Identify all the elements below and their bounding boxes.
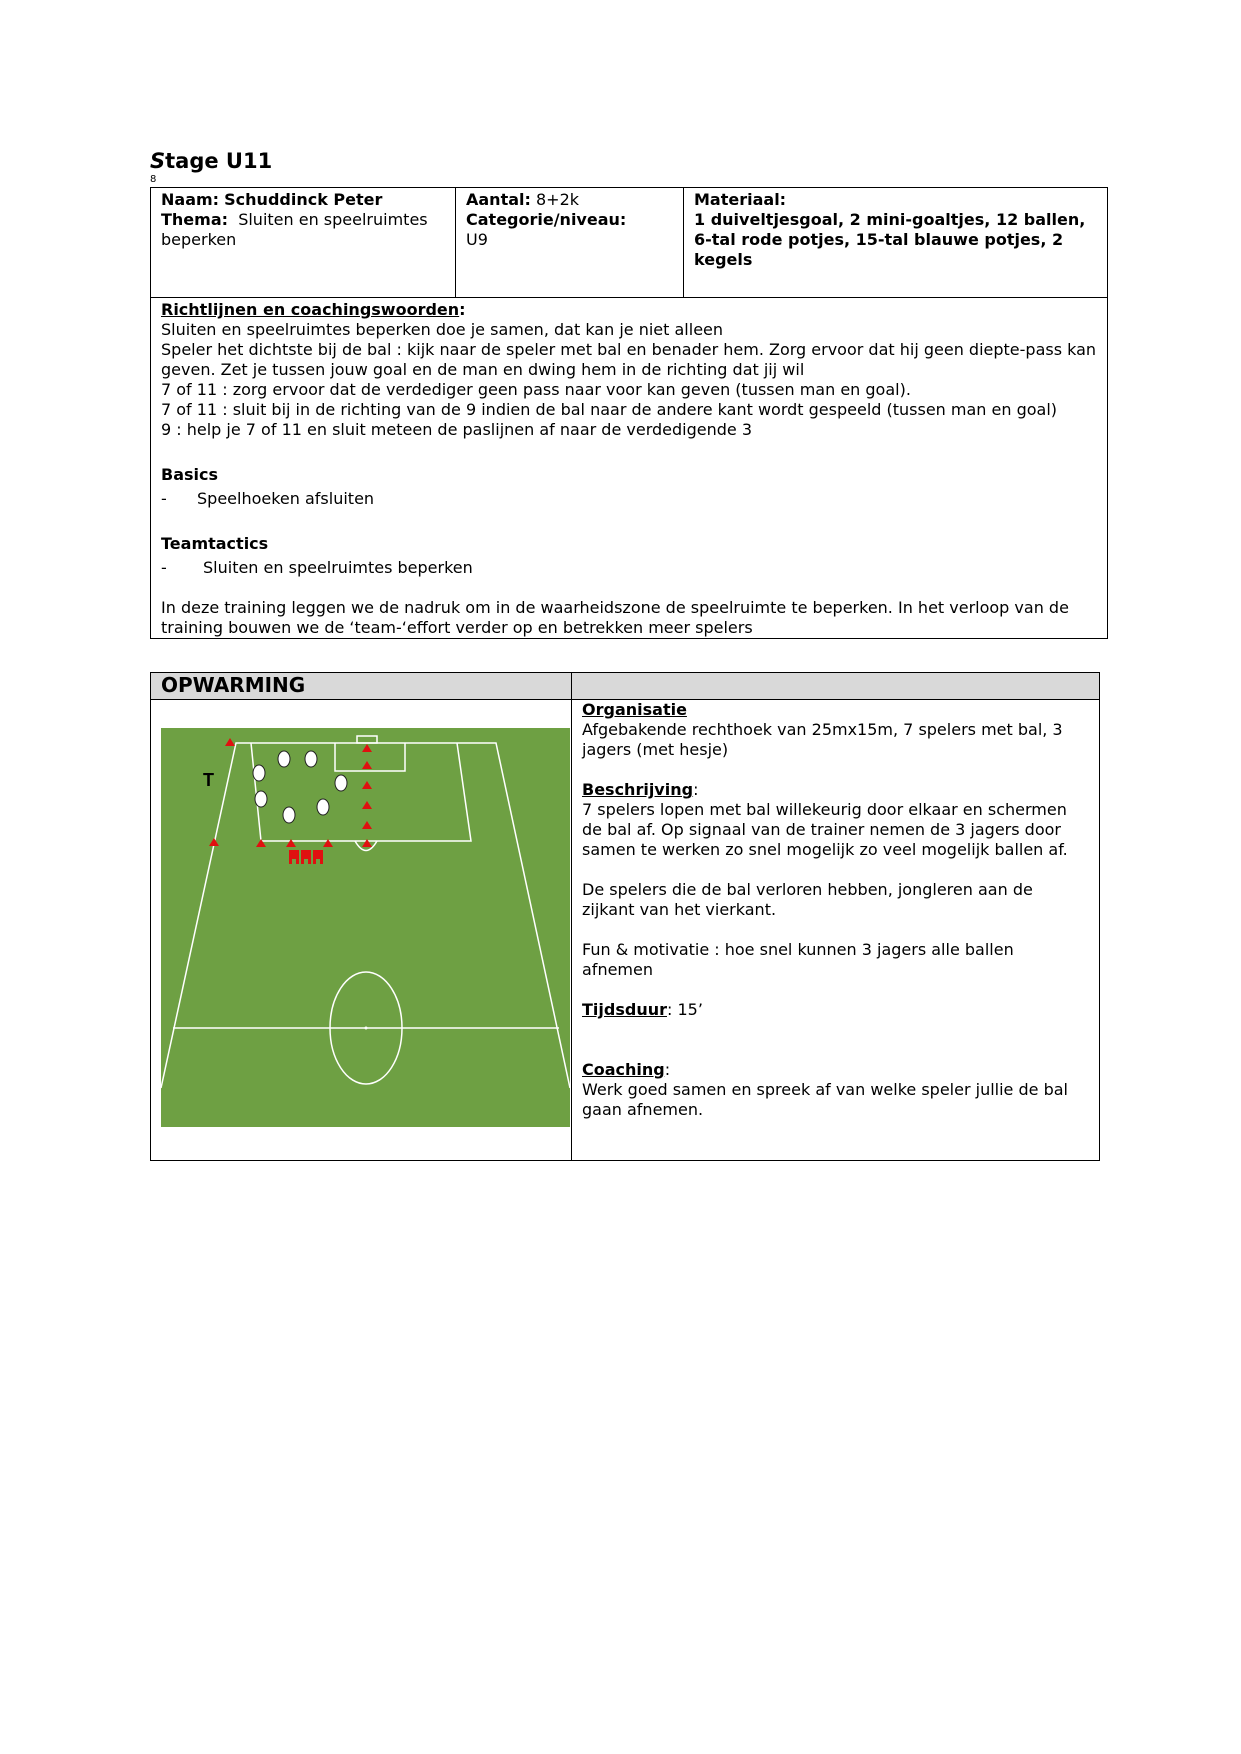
guidelines-heading: Richtlijnen en coachingswoorden	[161, 300, 460, 319]
coaching-label: Coaching	[582, 1060, 665, 1079]
player	[253, 765, 265, 781]
trainer-label: T	[203, 770, 214, 790]
page-number: 8	[150, 174, 157, 185]
guideline-line: 9 : help je 7 of 11 en sluit meteen de paslijnen af naar de verdedigende 3	[161, 420, 752, 439]
beschrijving-text: 7 spelers lopen met bal willekeurig door elkaar en schermen de bal af. Op signaal van de trainer nemen de 3 jagers door samen te werken zo snel mogelijk zo veel mogelijk ballen af.	[582, 800, 1068, 859]
player	[305, 751, 317, 767]
tijdsduur-label: Tijdsduur	[582, 1000, 667, 1019]
player	[317, 799, 329, 815]
warmup-table	[150, 672, 1100, 1161]
fun-text: Fun & motivatie : hoe snel kunnen 3 jagers alle ballen afnemen	[582, 940, 1014, 979]
player	[255, 791, 267, 807]
basics-item: - Speelhoeken afsluiten	[161, 489, 375, 508]
guideline-line: 7 of 11 : sluit bij in de richting van de 9 indien de bal naar de andere kant wordt gespeeld (tussen man en goal)	[161, 400, 1058, 419]
organisatie-label: Organisatie	[582, 700, 687, 719]
diagram-cell	[151, 700, 572, 1161]
page-title: Stage U11	[150, 149, 273, 173]
spelers-text: De spelers die de bal verloren hebben, jongleren aan de zijkant van het vierkant.	[582, 880, 1033, 919]
organisatie-text: Afgebakende rechthoek van 25mx15m, 7 spelers met bal, 3 jagers (met hesje)	[582, 720, 1063, 759]
guideline-line: Speler het dichtste bij de bal : kijk naar de speler met bal en benader hem. Zorg ervoor dat hij geen diepte-pass kan geven. Zet je tussen jouw goal en de man en dwing hem in de richting dat jij wil	[161, 340, 1097, 379]
player	[335, 775, 347, 791]
closing-paragraph: In deze training leggen we de nadruk om in de waarheidszone de speelruimte te beperken. In het verloop van de training bouwen we de ‘team-‘effort verder op en betrekken meer spelers	[161, 598, 1069, 637]
basics-heading: Basics	[161, 465, 219, 484]
materiaal-cell: Materiaal: 1 duiveltjesgoal, 2 mini-goaltjes, 12 ballen, 6-tal rode potjes, 15-tal blauwe potjes, 2 kegels	[684, 188, 1108, 298]
description-cell: Organisatie Afgebakende rechthoek van 25mx15m, 7 spelers met bal, 3 jagers (met hesje) Beschrijving: 7 spelers lopen met bal willekeurig door elkaar en schermen de bal af. Op signaal van de trainer nemen de 3 jagers door samen te werken zo snel mogelijk zo veel mogelijk ballen af. De spelers die de bal verloren hebben, jongleren aan de zijkant van het vierkant. Fun & motivatie : hoe snel kunnen 3 jagers alle ballen afnemen Tijdsduur: 15’ Coaching: Werk goed samen en spreek af van welke speler jullie de bal gaan afnemen.	[572, 700, 1100, 1161]
guidelines-cell: Richtlijnen en coachingswoorden: Sluiten en speelruimtes beperken doe je samen, dat kan je niet alleen Speler het dichtste bij de bal : kijk naar de speler met bal en benader hem. Zorg ervoor dat hij geen diepte-pass kan geven. Zet je tussen jouw goal en de man en dwing hem in de richting dat jij wil 7 of 11 : zorg ervoor dat de verdediger geen pass naar voor kan geven (tussen man en goal). 7 of 11 : sluit bij in de richting van de 9 indien de bal naar de andere kant wordt gespeeld (tussen man en goal) 9 : help je 7 of 11 en sluit meteen de paslijnen af naar de verdedigende 3 Basics - Speelhoeken afsluiten Teamtactics - Sluiten en speelruimtes beperken In deze training leggen we de nadruk om in de waarheidszone de speelruimte te beperken. In het verloop van de training bouwen we de ‘team-‘effort verder op en betrekken meer spelers	[151, 298, 1108, 639]
player	[283, 807, 295, 823]
coaching-text: Werk goed samen en spreek af van welke speler jullie de bal gaan afnemen.	[582, 1080, 1068, 1119]
player	[278, 751, 290, 767]
guideline-line: Sluiten en speelruimtes beperken doe je samen, dat kan je niet alleen	[161, 320, 724, 339]
naam-cell: Naam: Schuddinck Peter Thema: Sluiten en speelruimtes beperken	[151, 188, 456, 298]
warmup-header-blank	[572, 673, 1100, 700]
guideline-line: 7 of 11 : zorg ervoor dat de verdediger geen pass naar voor kan geven (tussen man en goal).	[161, 380, 911, 399]
teamtactics-heading: Teamtactics	[161, 534, 269, 553]
info-table	[150, 187, 1108, 639]
warmup-heading: OPWARMING	[151, 673, 572, 700]
center-spot	[365, 1027, 368, 1030]
pitch-svg	[161, 728, 570, 1127]
teamtactics-item: - Sluiten en speelruimtes beperken	[161, 558, 473, 577]
aantal-cell: Aantal: 8+2k Categorie/niveau: U9	[456, 188, 684, 298]
tijdsduur-value: : 15’	[666, 1000, 703, 1019]
beschrijving-label: Beschrijving	[582, 780, 694, 799]
pitch-diagram	[161, 728, 570, 1127]
